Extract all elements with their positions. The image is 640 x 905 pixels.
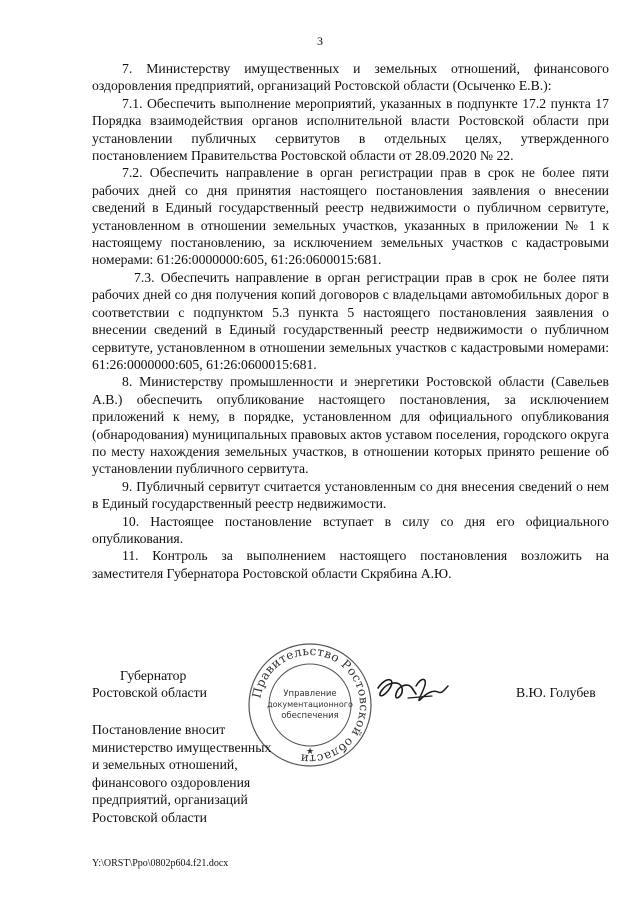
seal-center-line1: Управление [283, 689, 337, 699]
page-number: 3 [317, 34, 323, 48]
note-line: Постановление вносит [92, 722, 226, 737]
seal-ring-text: Правительство Ростовской области [249, 643, 372, 767]
document-body [92, 60, 609, 582]
paragraph-7-2: 7.2. Обеспечить направление в орган регистрации прав в срок не более пяти рабочих дней со дня принятия настоящего постановления заявления о внесении сведений в Единый государственный реестр недвижимости о публичном сервитуте, установленном в отношении земельных участков, указанных в приложении № 1 к настоящему постановлению, за исключением земельных участков с кадастровыми номерами: 61:26:0000000:605, 61:26:0600015:681. [92, 165, 609, 268]
paragraph-8: 8. Министерству промышленности и энергетики Ростовской области (Савельев А.В.) обеспечить опубликование настоящего постановления, за исключением приложений к нему, в порядке, установленном для официального опубликования (обнародования) муниципальных правовых актов уставом поселения, городского округа по месту нахождения земельных участков, в отношении которых принято решение об установлении публичного сервитута. [92, 374, 609, 477]
paragraph-11: 11. Контроль за выполнением настоящего постановления возложить на заместителя Губернатора Ростовской области Скрябина А.Ю. [92, 548, 609, 581]
paragraph-9: 9. Публичный сервитут считается установленным со дня внесения сведений о нем в Единый государственный реестр недвижимости. [92, 478, 609, 512]
governor-title-line1: Губернатор [120, 668, 187, 683]
paragraph-7-1: 7.1. Обеспечить выполнение мероприятий, указанных в подпункте 17.2 пункта 17 Порядка взаимодействия органов исполнительной власти Ростовской области при установлении публичных сервитутов в отдельных целях, утвержденного постановлением Правительства Ростовской области от 28.09.2020 № 22. [92, 95, 609, 164]
handwritten-signature [372, 668, 452, 714]
paragraph-7: 7. Министерству имущественных и земельных отношений, финансового оздоровления предприятий, организаций Ростовской области (Осыченко Е.В.): [92, 61, 609, 94]
note-line: и земельных отношений, [92, 757, 238, 773]
seal-center-line3: обеспечения [281, 711, 339, 721]
signer-name: В.Ю. Голубев [516, 685, 596, 700]
seal-star-icon: ★ [305, 746, 315, 756]
file-path-footer: Y:\ORST\Ppo\0802p604.f21.docx [92, 858, 229, 869]
note-line: предприятий, организаций [92, 792, 248, 808]
note-line: финансового оздоровления [92, 774, 251, 790]
paragraph-10: 10. Настоящее постановление вступает в силу со дня его официального опубликования. [92, 513, 609, 546]
seal-center-line2: документационного [267, 700, 353, 709]
note-line: Ростовской области [92, 809, 207, 825]
submission-note [92, 721, 271, 827]
note-line: министерство имущественных [92, 739, 272, 755]
paragraph-7-3: 7.3. Обеспечить направление в орган регистрации прав в срок не более пяти рабочих дней со дня получения копий договоров с владельцами автомобильных дорог в соответствии с подпунктом 5.3 пункта 5 настоящего постановления заявления о внесении сведений в Единый государственный реестр недвижимости о публичном сервитуте, установленном в отношении земельных участков с кадастровыми номерами: 61:26:0000000:605, 61:26:0600015:681. [92, 269, 609, 372]
governor-title-line2: Ростовской области [92, 685, 207, 701]
governor-title [92, 667, 207, 702]
